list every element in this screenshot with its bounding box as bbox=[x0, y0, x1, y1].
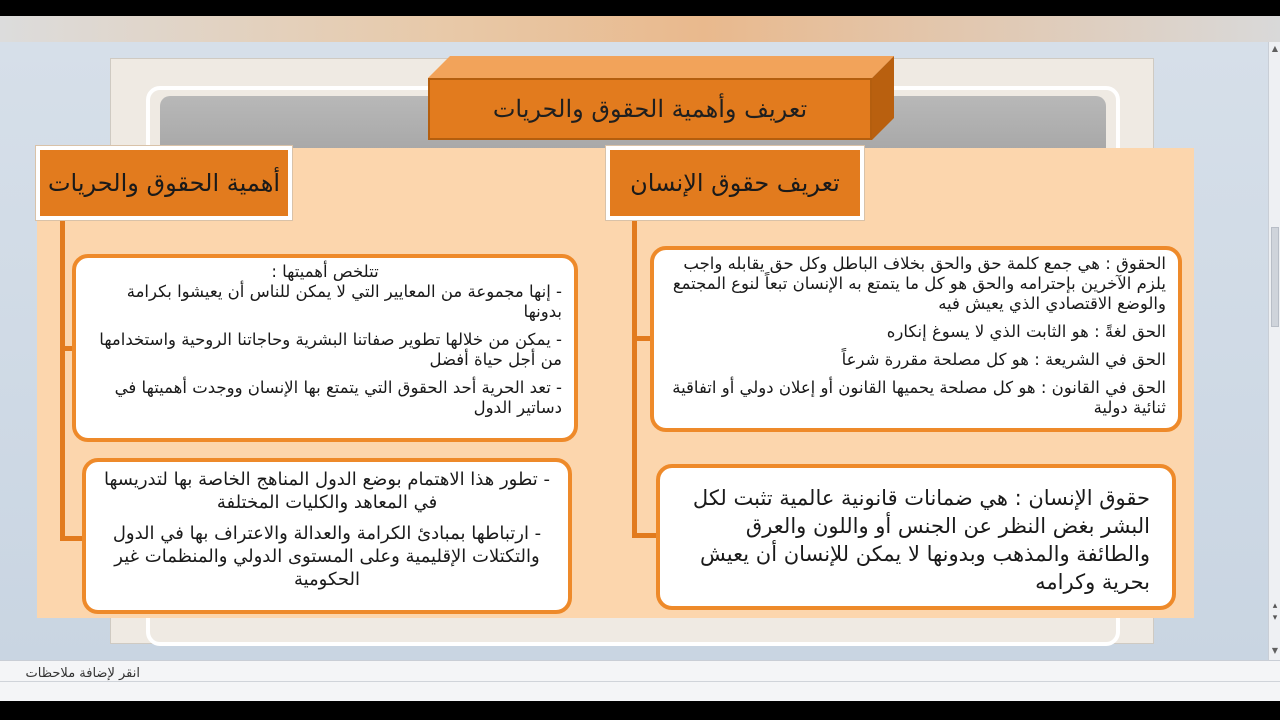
definition-text: الحق لغةً : هو الثابت الذي لا يسوغ إنكاره bbox=[886, 322, 1166, 341]
notes-pane[interactable] bbox=[0, 660, 1280, 701]
app-title-bar bbox=[0, 16, 1280, 42]
title-box-top-face bbox=[428, 56, 894, 78]
definition-card[interactable] bbox=[650, 246, 1182, 432]
importance-card-2[interactable] bbox=[82, 458, 572, 614]
definition-header-text: تعريف حقوق الإنسان bbox=[630, 169, 840, 197]
scroll-thumb[interactable] bbox=[1271, 227, 1279, 327]
importance-item: - تعد الحرية أحد الحقوق التي يتمتع بها الإنسان ووجدت أهميتها في دساتير الدول bbox=[114, 378, 562, 417]
scroll-down-arrow-icon[interactable]: ▼ bbox=[1271, 646, 1279, 655]
previous-slide-icon[interactable]: ▴ bbox=[1272, 601, 1278, 611]
importance-header-box[interactable] bbox=[36, 146, 292, 220]
slide-title-box[interactable] bbox=[428, 78, 872, 140]
importance-header-text: أهمية الحقوق والحريات bbox=[47, 169, 281, 197]
vertical-scrollbar[interactable] bbox=[1268, 42, 1280, 660]
notes-divider bbox=[0, 681, 1280, 682]
next-slide-icon[interactable]: ▾ bbox=[1272, 613, 1278, 623]
slide-nav-controls[interactable] bbox=[1270, 600, 1280, 624]
definition-text: الحقوق : هي جمع كلمة حق والحق بخلاف الباطل وكل حق يقابله واجب يلزم الآخرين بإحترامه والحق هو كل ما يتمتع به الإنسان تبعاً لنوع المجتمع والوضع الاقتصادي الذي يعيش فيه bbox=[672, 254, 1166, 313]
importance-item: - يمكن من خلالها تطوير صفاتنا البشرية وحاجاتنا الروحية واستخدامها من أجل حياة أفضل bbox=[99, 330, 562, 369]
definition-header-box[interactable] bbox=[606, 146, 864, 220]
scroll-up-arrow-icon[interactable]: ▲ bbox=[1271, 44, 1279, 53]
left-connector-line bbox=[60, 220, 65, 540]
right-connector-line bbox=[632, 220, 637, 538]
definition-text: الحق في الشريعة : هو كل مصلحة مقررة شرعاً bbox=[841, 350, 1166, 369]
slide-title: تعريف وأهمية الحقوق والحريات bbox=[492, 95, 808, 123]
importance-intro: تتلخص أهميتها : bbox=[271, 262, 379, 281]
human-rights-text: حقوق الإنسان : هي ضمانات قانونية عالمية تثبت لكل البشر بغض النظر عن الجنس أو واللون والعرق والطائفة والمذهب وبدونها لا يمكن للإنسان أن يعيش بحرية وكرامه bbox=[692, 486, 1150, 594]
importance-item: - ارتباطها بمبادئ الكرامة والعدالة والاعتراف بها في الدول والتكتلات الإقليمية وعلى المستوى الدولي والمنظمات غير الحكومية bbox=[112, 523, 542, 590]
definition-text: الحق في القانون : هو كل مصلحة يحميها القانون أو إعلان دولي أو اتفاقية ثنائية دولية bbox=[672, 378, 1166, 417]
importance-item: - إنها مجموعة من المعايير التي لا يمكن للناس أن يعيشوا بكرامة بدونها bbox=[126, 282, 562, 321]
importance-card[interactable] bbox=[72, 254, 578, 442]
notes-placeholder[interactable]: انقر لإضافة ملاحظات bbox=[25, 666, 140, 681]
importance-item: - تطور هذا الاهتمام بوضع الدول المناهج الخاصة بها لتدريسها في المعاهد والكليات المختلفة bbox=[104, 469, 550, 513]
human-rights-card[interactable] bbox=[656, 464, 1176, 610]
